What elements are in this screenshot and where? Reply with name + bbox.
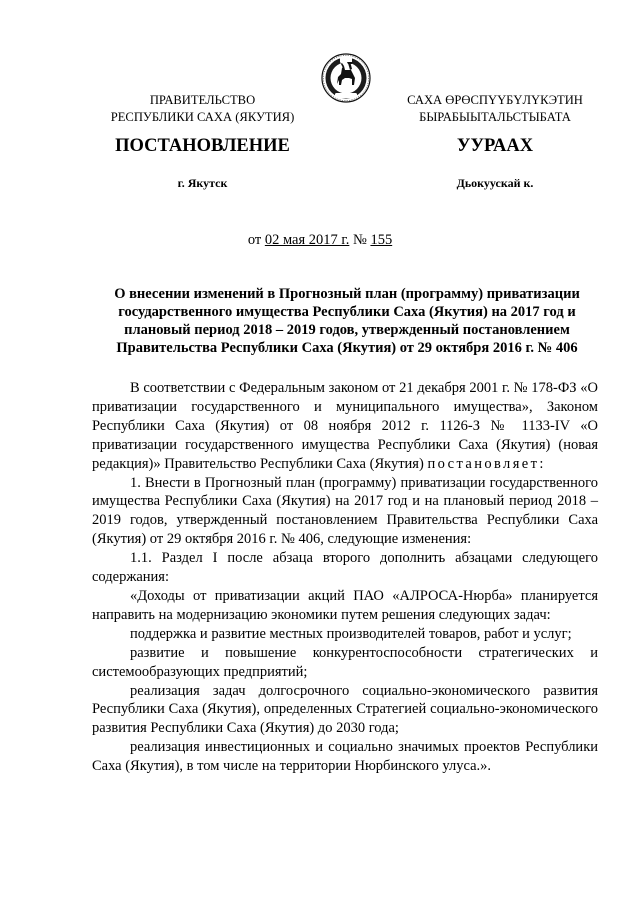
- doc-type-ru: ПОСТАНОВЛЕНИЕ: [115, 136, 290, 156]
- doc-type-sah: УУРААХ: [456, 136, 534, 156]
- preamble-text: В соответствии с Федеральным законом от 21 декабря 2001 г. № 178-ФЗ «О приватизации государственного и муниципального имущества», Законом Республики Саха (Якутия) от 08 ноября 2012 г. 1126-З № 1133-IV «О приватизации государственного имущества Республики Саха (Якутия) (новая редакция)» Правительство Республики Саха (Якутия): [92, 380, 598, 472]
- header-right-line1: САХА ӨРӨСПҮҮБҮЛҮКЭТИН: [407, 93, 583, 107]
- paragraph-preamble: [92, 379, 598, 474]
- paragraph-item-1: 1. Внести в Прогнозный план (программу) приватизации государственного имущества Республики Саха (Якутия) на 2017 год и на плановый период 2018 – 2019 годов, утвержденный постановлением Правительства Республики Саха (Якутия) от 29 октября 2016 г. № 406, следующие изменения:: [92, 474, 598, 548]
- government-name-ru: [100, 92, 305, 126]
- government-name-sah: [390, 92, 600, 126]
- paragraph-task-4: реализация инвестиционных и социально значимых проектов Республики Саха (Якутия), в том числе на территории Нюрбинского улуса.».: [92, 739, 598, 775]
- resolves-word: постановляет:: [427, 455, 546, 472]
- city-ru: г. Якутск: [177, 176, 228, 190]
- header-left-line1: ПРАВИТЕЛЬСТВО: [149, 93, 256, 107]
- document-date: 02 мая 2017 г.: [264, 232, 350, 248]
- header-left-line2: РЕСПУБЛИКИ САХА (ЯКУТИЯ): [110, 110, 295, 124]
- paragraph-task-1: поддержка и развитие местных производителей товаров, работ и услуг;: [130, 625, 572, 642]
- paragraph-item-1-1: 1.1. Раздел I после абзаца второго дополнить абзацами следующего содержания:: [92, 550, 598, 586]
- date-and-number: [0, 232, 640, 249]
- number-prefix: №: [349, 232, 371, 248]
- coat-of-arms-emblem: [321, 52, 371, 104]
- document-title: О внесении изменений в Прогнозный план (программу) приватизации государственного имущества Республики Саха (Якутия) на 2017 год и плановый период 2018 – 2019 годов, утвержденный постановлением Правительства Республики Саха (Якутия) от 29 октября 2016 г. № 406: [114, 286, 580, 356]
- paragraph-quote-intro: «Доходы от приватизации акций ПАО «АЛРОСА-Нюрба» планируется направить на модернизацию экономики путем решения следующих задач:: [92, 587, 598, 623]
- date-prefix: от: [247, 232, 265, 248]
- paragraph-task-3: реализация задач долгосрочного социально-экономического развития Республики Саха (Якутия), определенных Стратегией социально-экономического развития Республики Саха (Якутия) до 2030 года;: [92, 682, 598, 737]
- header-right-line2: БЫРАБЫЫТАЛЬСТЫБАТА: [419, 110, 571, 124]
- document-number: 155: [370, 232, 393, 248]
- city-sah: Дьокуускай к.: [456, 176, 534, 190]
- paragraph-task-2: развитие и повышение конкурентоспособности стратегических и системообразующих предприятий;: [92, 644, 598, 680]
- document-body: [92, 379, 598, 776]
